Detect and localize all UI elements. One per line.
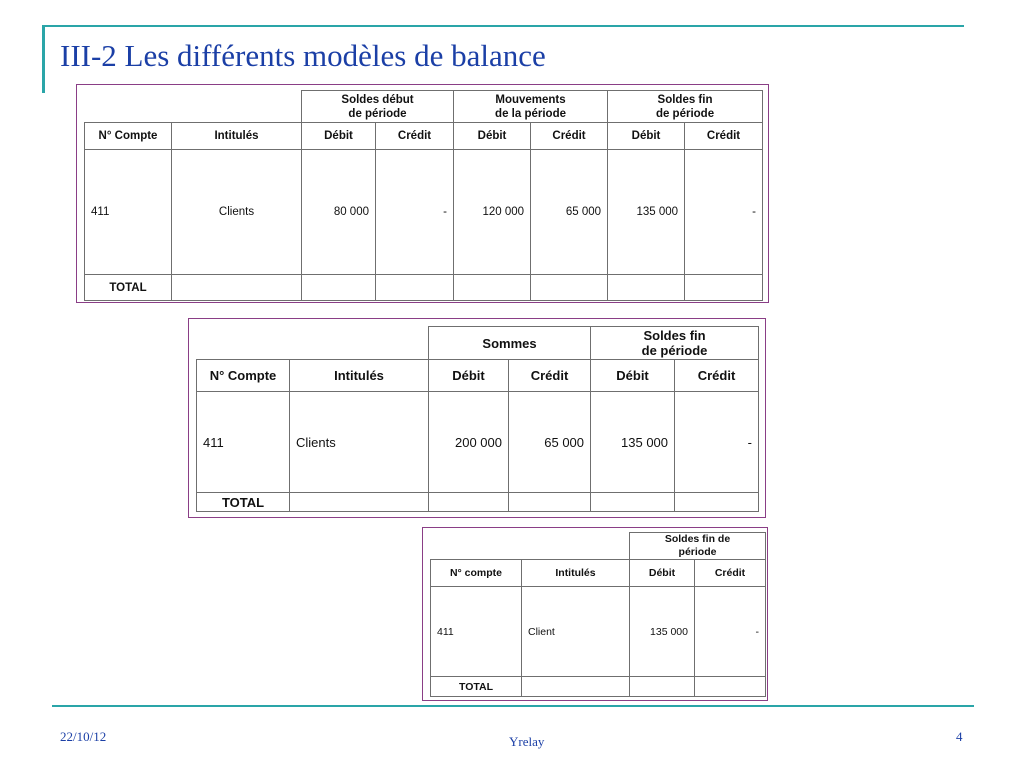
top-accent-line (42, 25, 964, 27)
column-header: Intitulés (522, 560, 630, 587)
column-header: Crédit (376, 123, 454, 150)
group-header: Mouvements de la période (454, 91, 608, 123)
footer-date: 22/10/12 (60, 729, 107, 744)
table-cell (630, 677, 695, 697)
table-cell: - (685, 150, 763, 275)
column-header: Débit (302, 123, 376, 150)
table-cell: - (376, 150, 454, 275)
column-header: N° Compte (85, 123, 172, 150)
table-cell: 80 000 (302, 150, 376, 275)
bottom-accent-line (52, 705, 974, 707)
table-cell: Client (522, 587, 630, 677)
header-blank (85, 91, 302, 123)
table-cell: Clients (172, 150, 302, 275)
column-header: Débit (591, 360, 675, 392)
table-cell: 411 (431, 587, 522, 677)
table-cell: - (675, 392, 759, 493)
column-header: N° Compte (197, 360, 290, 392)
table-cell (376, 275, 454, 301)
column-header: Débit (608, 123, 685, 150)
table-cell: 65 000 (509, 392, 591, 493)
header-blank (431, 533, 630, 560)
group-header: Soldes début de période (302, 91, 454, 123)
column-header: Crédit (509, 360, 591, 392)
table-cell (685, 275, 763, 301)
column-header: Crédit (695, 560, 766, 587)
table-cell: 411 (85, 150, 172, 275)
group-header: Soldes fin de période (591, 327, 759, 360)
table-cell: 200 000 (429, 392, 509, 493)
total-label: TOTAL (85, 275, 172, 301)
table-cell: 411 (197, 392, 290, 493)
table-cell (522, 677, 630, 697)
table-cell (429, 493, 509, 512)
table-cell (172, 275, 302, 301)
table-cell (675, 493, 759, 512)
total-label: TOTAL (197, 493, 290, 512)
table-cell (608, 275, 685, 301)
header-blank (197, 327, 429, 360)
table-cell: 65 000 (531, 150, 608, 275)
table-cell: 135 000 (608, 150, 685, 275)
table-cell (591, 493, 675, 512)
table-cell: 120 000 (454, 150, 531, 275)
table-cell (695, 677, 766, 697)
total-label: TOTAL (431, 677, 522, 697)
column-header: Crédit (531, 123, 608, 150)
side-accent-line (42, 25, 45, 93)
group-header: Soldes fin de période (630, 533, 766, 560)
footer-author: Yrelay (509, 734, 545, 749)
column-header: Débit (454, 123, 531, 150)
table-cell (531, 275, 608, 301)
column-header: Crédit (685, 123, 763, 150)
slide-title: III-2 Les différents modèles de balance (60, 38, 546, 73)
column-header: Crédit (675, 360, 759, 392)
column-header: Débit (630, 560, 695, 587)
table-cell (290, 493, 429, 512)
table-cell: 135 000 (591, 392, 675, 493)
table-cell: 135 000 (630, 587, 695, 677)
table-cell: - (695, 587, 766, 677)
column-header: Débit (429, 360, 509, 392)
table-cell (454, 275, 531, 301)
balance-table-6-columns (196, 326, 759, 512)
group-header: Sommes (429, 327, 591, 360)
column-header: Intitulés (172, 123, 302, 150)
balance-table-8-columns (84, 90, 763, 301)
group-header: Soldes fin de période (608, 91, 763, 123)
column-header: N° compte (431, 560, 522, 587)
column-header: Intitulés (290, 360, 429, 392)
table-cell (302, 275, 376, 301)
table-cell (509, 493, 591, 512)
table-cell: Clients (290, 392, 429, 493)
page-number: 4 (956, 729, 963, 744)
balance-table-4-columns (430, 532, 766, 697)
